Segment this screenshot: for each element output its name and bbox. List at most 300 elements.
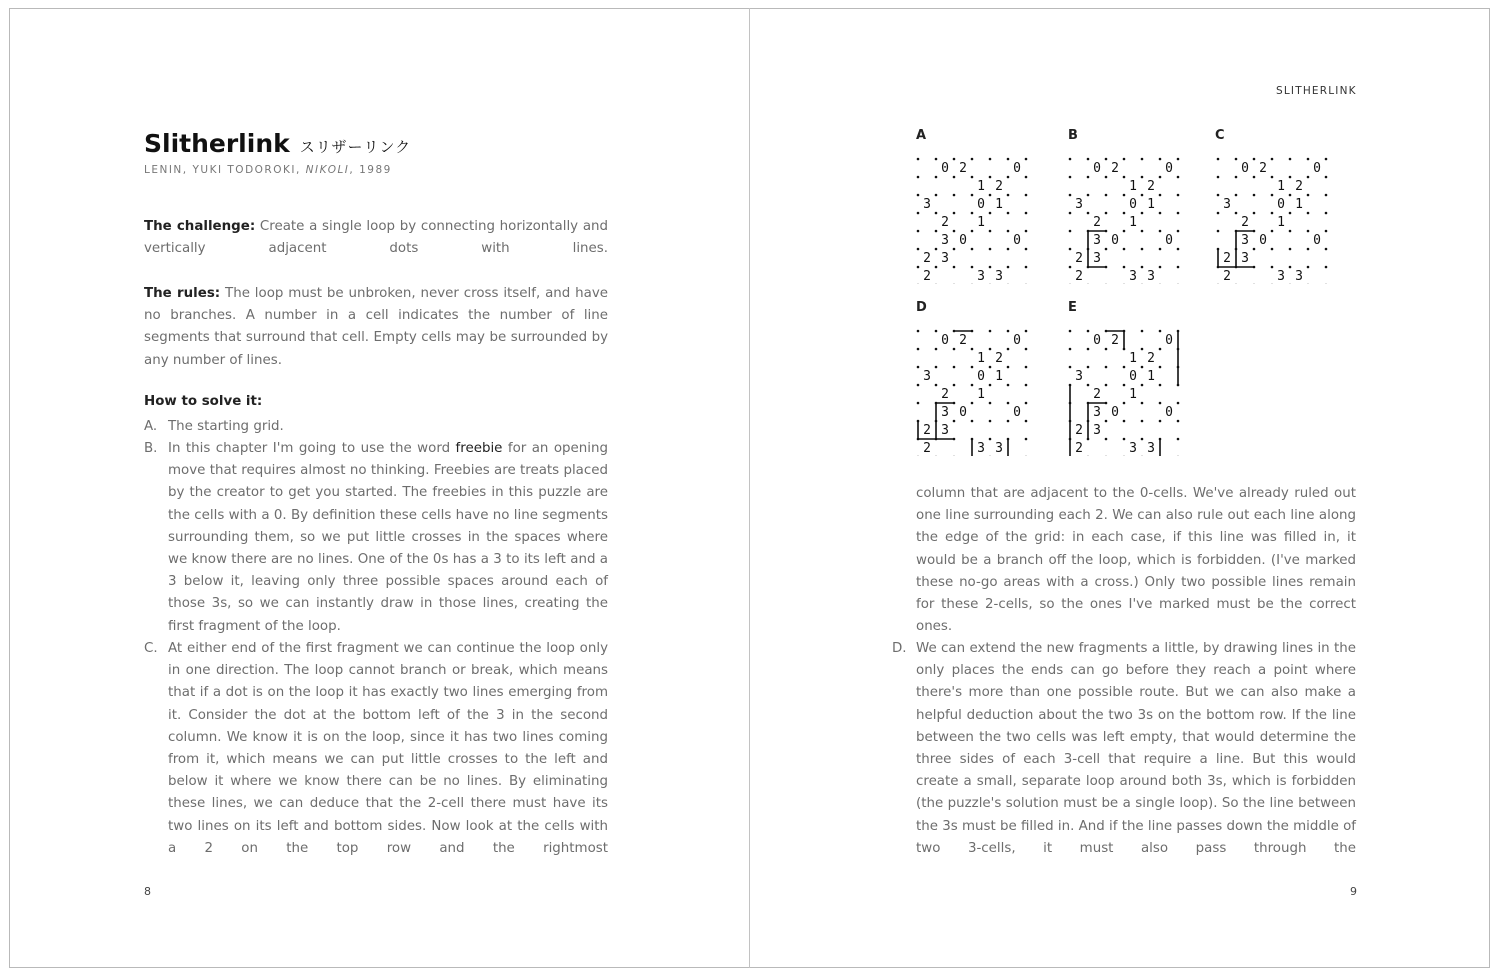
grid-dot <box>1105 158 1108 161</box>
grid-dot <box>917 176 920 179</box>
grid-clue: 0 <box>1013 333 1021 348</box>
step-text-before: In this chapter I'm going to use the word <box>168 441 456 456</box>
grid-dot <box>1123 176 1126 179</box>
grid-dot <box>1307 212 1310 215</box>
grid-dot <box>1217 230 1220 233</box>
grid-clue: 1 <box>977 351 985 366</box>
book-spine <box>749 8 750 968</box>
grid-dot <box>1123 402 1126 405</box>
grid-clue: 3 <box>1277 269 1285 284</box>
grid-clue: 3 <box>1147 269 1155 284</box>
grid-dot <box>1289 248 1292 251</box>
grid-clue: 3 <box>941 251 949 266</box>
grid-clue: 2 <box>1075 251 1083 266</box>
grid-clue: 0 <box>1093 161 1101 176</box>
grid-clue: 0 <box>941 161 949 176</box>
grid-dot <box>1069 230 1072 233</box>
challenge-label: The challenge: <box>144 219 256 234</box>
step-d <box>892 638 1356 860</box>
grid-dot <box>1007 212 1010 215</box>
grid-dot <box>1141 438 1144 441</box>
grid-dot <box>1159 366 1162 369</box>
grid-dot <box>1235 194 1238 197</box>
grid-dot <box>1123 248 1126 251</box>
step-c <box>144 638 608 860</box>
grid-dot <box>1007 158 1010 161</box>
grid-dot <box>1271 176 1274 179</box>
grid-dot <box>917 158 920 161</box>
attribution-year: , 1989 <box>349 164 392 176</box>
grid-dot <box>1025 248 1028 251</box>
grid-dot <box>953 230 956 233</box>
grid-dot <box>1159 384 1162 387</box>
grid-dot <box>1271 194 1274 197</box>
grid-dot <box>935 158 938 161</box>
grid-clue: 0 <box>1165 333 1173 348</box>
grid-dot <box>1069 212 1072 215</box>
rules-text: The loop must be unbroken, never cross itself, and have no branches. A number in a cell indicates the number of line segments that surround that cell. Empty cells may be surrounded by any number of lines. <box>144 286 608 368</box>
grid-dot <box>1289 266 1292 269</box>
grid-clue: 1 <box>1129 179 1137 194</box>
step-b <box>144 438 608 638</box>
grid-clue: 0 <box>941 333 949 348</box>
grid-clue: 0 <box>977 197 985 212</box>
step-text-after: for an opening move that requires almost no thinking. Freebies are treats placed by the creator to get you started. The freebies in this puzzle are the cells with a 0. By definition these cells have no line segments surrounding them, so we put little crosses in the spaces where we know there are no lines. One of the 0s has a 3 to its left and a 3 below it, leaving only three possible spaces around each of those 3s, so we can instantly draw in those lines, creating the first fragment of the loop. <box>168 441 608 634</box>
step-text: The starting grid. <box>168 419 284 434</box>
grid-dot <box>1271 230 1274 233</box>
grid-clue: 3 <box>1241 251 1249 266</box>
grid-dot <box>1253 158 1256 161</box>
grid-dot <box>1025 420 1028 423</box>
grid-dot <box>1025 366 1028 369</box>
grid-dot <box>953 194 956 197</box>
grid-dot <box>1007 402 1010 405</box>
grid-clue: 3 <box>977 269 985 284</box>
grid-dot <box>1289 176 1292 179</box>
grid-dot <box>1087 366 1090 369</box>
grid-dot <box>971 402 974 405</box>
grid-dot <box>971 194 974 197</box>
grid-clue: 0 <box>1165 405 1173 420</box>
attribution-authors: LENIN, YUKI TODOROKI, <box>144 164 306 176</box>
freebie-term: freebie <box>455 441 503 456</box>
grid-dot <box>1325 158 1328 161</box>
grid-clue: 3 <box>1075 369 1083 384</box>
grid-clue: 3 <box>995 441 1003 456</box>
grid-dot <box>917 348 920 351</box>
grid-clue: 3 <box>1129 269 1137 284</box>
grid-dot <box>935 194 938 197</box>
grid-clue: 0 <box>1111 233 1119 248</box>
grid-clue: 0 <box>959 233 967 248</box>
grid-dot <box>1325 248 1328 251</box>
grid-dot <box>1217 176 1220 179</box>
grid-dot <box>1217 158 1220 161</box>
grid-dot <box>1025 384 1028 387</box>
grid-clue: 1 <box>1277 179 1285 194</box>
grid-dot <box>1177 438 1180 441</box>
grid-dot <box>953 348 956 351</box>
grid-dot <box>989 230 992 233</box>
grid-clue: 3 <box>923 369 931 384</box>
grid-dot <box>1123 384 1126 387</box>
grid-dot <box>917 402 920 405</box>
grid-dot <box>1123 194 1126 197</box>
grid-dot <box>1007 348 1010 351</box>
step-letter: C. <box>144 641 158 656</box>
figure-label-d: D <box>916 300 927 315</box>
grid-dot <box>1007 420 1010 423</box>
figure-label-e: E <box>1068 300 1077 315</box>
grid-dot <box>1007 330 1010 333</box>
grid-clue: 2 <box>995 351 1003 366</box>
grid-dot <box>971 158 974 161</box>
grid-dot <box>1325 176 1328 179</box>
grid-dot <box>1159 176 1162 179</box>
grid-dot <box>1105 194 1108 197</box>
grid-clue: 3 <box>923 197 931 212</box>
grid-dot <box>1069 176 1072 179</box>
grid-dot <box>917 230 920 233</box>
grid-dot <box>1087 212 1090 215</box>
grid-clue: 3 <box>1093 423 1101 438</box>
grid-dot <box>1007 384 1010 387</box>
grid-dot <box>989 194 992 197</box>
grid-dot <box>935 366 938 369</box>
grid-clue: 2 <box>1223 251 1231 266</box>
grid-clue: 2 <box>1147 351 1155 366</box>
grid-clue: 3 <box>995 269 1003 284</box>
grid-dot <box>1123 212 1126 215</box>
grid-clue: 0 <box>1111 405 1119 420</box>
grid-dot <box>1069 348 1072 351</box>
grid-dot <box>1325 266 1328 269</box>
grid-clue: 3 <box>1075 197 1083 212</box>
grid-clue: 0 <box>1129 197 1137 212</box>
grid-clue: 1 <box>977 179 985 194</box>
grid-dot <box>1177 212 1180 215</box>
grid-dot <box>1159 266 1162 269</box>
grid-dot <box>1177 158 1180 161</box>
grid-dot <box>1025 230 1028 233</box>
grid-clue: 2 <box>1241 215 1249 230</box>
grid-dot <box>989 402 992 405</box>
grid-dot <box>953 248 956 251</box>
step-letter: D. <box>892 641 907 656</box>
grid-dot <box>917 212 920 215</box>
grid-clue: 1 <box>1129 351 1137 366</box>
step-a <box>144 416 608 438</box>
grid-dot <box>1235 212 1238 215</box>
grid-clue: 2 <box>959 333 967 348</box>
grid-dot <box>1289 158 1292 161</box>
grid-dot <box>1069 366 1072 369</box>
grid-dot <box>1235 158 1238 161</box>
rules-label: The rules: <box>144 286 221 301</box>
figure-label-a: A <box>916 128 927 143</box>
grid-dot <box>1253 212 1256 215</box>
step-letter: A. <box>144 419 158 434</box>
grid-clue: 1 <box>977 387 985 402</box>
grid-clue: 0 <box>1013 405 1021 420</box>
grid-dot <box>1123 158 1126 161</box>
grid-clue: 0 <box>1165 161 1173 176</box>
grid-dot <box>1123 230 1126 233</box>
grid-dot <box>1159 194 1162 197</box>
step-text <box>168 438 608 638</box>
grid-dot <box>971 248 974 251</box>
grid-dot <box>1271 266 1274 269</box>
grid-dot <box>1025 158 1028 161</box>
grid-dot <box>1087 176 1090 179</box>
grid-dot <box>1087 384 1090 387</box>
grid-dot <box>1159 212 1162 215</box>
grid-dot <box>1141 348 1144 351</box>
grid-dot <box>1025 212 1028 215</box>
grid-dot <box>1177 176 1180 179</box>
puzzle-grid-e <box>1064 322 1196 456</box>
grid-clue: 3 <box>1093 405 1101 420</box>
grid-dot <box>1069 266 1072 269</box>
grid-dot <box>1217 194 1220 197</box>
grid-clue: 0 <box>959 405 967 420</box>
grid-dot <box>1141 266 1144 269</box>
grid-clue: 3 <box>977 441 985 456</box>
grid-clue: 3 <box>941 405 949 420</box>
grid-clue: 0 <box>1277 197 1285 212</box>
grid-dot <box>989 366 992 369</box>
grid-dot <box>1123 420 1126 423</box>
grid-dot <box>1177 194 1180 197</box>
grid-clue: 2 <box>1111 161 1119 176</box>
grid-dot <box>1159 348 1162 351</box>
grid-clue: 1 <box>995 369 1003 384</box>
grid-clue: 0 <box>1241 161 1249 176</box>
grid-clue: 0 <box>1313 161 1321 176</box>
grid-dot <box>1105 176 1108 179</box>
puzzle-grid-d <box>912 322 1044 456</box>
how-to-heading: How to solve it: <box>144 394 263 409</box>
grid-clue: 3 <box>1295 269 1303 284</box>
grid-dot <box>1159 230 1162 233</box>
grid-dot <box>989 438 992 441</box>
grid-dot <box>1105 348 1108 351</box>
grid-dot <box>1289 212 1292 215</box>
grid-clue: 2 <box>1075 423 1083 438</box>
grid-clue: 1 <box>977 215 985 230</box>
challenge-text: Create a single loop by connecting horizontally and vertically adjacent dots with lines. <box>144 219 609 257</box>
grid-dot <box>917 330 920 333</box>
grid-dot <box>971 176 974 179</box>
grid-clue: 0 <box>1165 233 1173 248</box>
grid-dot <box>1087 158 1090 161</box>
grid-dot <box>1141 158 1144 161</box>
grid-dot <box>917 366 920 369</box>
grid-dot <box>917 384 920 387</box>
grid-dot <box>971 212 974 215</box>
grid-clue: 2 <box>923 269 931 284</box>
grid-dot <box>1159 248 1162 251</box>
grid-dot <box>1177 230 1180 233</box>
grid-clue: 2 <box>995 179 1003 194</box>
grid-dot <box>1105 212 1108 215</box>
grid-dot <box>971 420 974 423</box>
puzzle-grid-c <box>1212 150 1344 284</box>
grid-dot <box>1141 384 1144 387</box>
grid-dot <box>1007 266 1010 269</box>
grid-dot <box>1235 176 1238 179</box>
grid-dot <box>1105 438 1108 441</box>
grid-dot <box>1069 330 1072 333</box>
grid-dot <box>1159 420 1162 423</box>
grid-dot <box>1087 348 1090 351</box>
grid-clue: 0 <box>977 369 985 384</box>
grid-dot <box>1025 176 1028 179</box>
grid-clue: 2 <box>923 441 931 456</box>
grid-dot <box>1025 402 1028 405</box>
grid-dot <box>953 266 956 269</box>
grid-clue: 2 <box>1259 161 1267 176</box>
title-text: Slitherlink <box>144 129 290 158</box>
grid-dot <box>1123 366 1126 369</box>
grid-dot <box>989 384 992 387</box>
grid-clue: 1 <box>1147 197 1155 212</box>
grid-dot <box>971 266 974 269</box>
grid-dot <box>1007 194 1010 197</box>
step-text: At either end of the first fragment we can continue the loop only in one direction. The loop cannot branch or break, which means that if a dot is on the loop it has exactly two lines emerging from it. Consider the dot at the bottom left of the 3 in the second column. We know it is on the loop, since it has two lines coming from it, which means we can put little crosses to the left and below it where we know there can be no lines. By eliminating these lines, we can deduce that the 2-cell there must have its two lines on its left and bottom sides. Now look at the cells with a 2 on the top row and the rightmost <box>168 641 608 856</box>
grid-dot <box>953 384 956 387</box>
grid-clue: 3 <box>1147 441 1155 456</box>
grid-dot <box>953 158 956 161</box>
grid-dot <box>1105 420 1108 423</box>
grid-dot <box>989 266 992 269</box>
grid-dot <box>1025 438 1028 441</box>
grid-dot <box>953 176 956 179</box>
grid-dot <box>917 266 920 269</box>
grid-clue: 2 <box>923 251 931 266</box>
grid-dot <box>1105 366 1108 369</box>
grid-dot <box>1025 266 1028 269</box>
grid-dot <box>1325 230 1328 233</box>
step-letter: B. <box>144 441 158 456</box>
grid-dot <box>1177 402 1180 405</box>
grid-dot <box>1177 266 1180 269</box>
grid-dot <box>1141 230 1144 233</box>
grid-dot <box>1007 176 1010 179</box>
grid-dot <box>989 158 992 161</box>
grid-clue: 0 <box>1013 161 1021 176</box>
grid-dot <box>989 420 992 423</box>
grid-dot <box>989 330 992 333</box>
grid-dot <box>917 194 920 197</box>
grid-dot <box>989 348 992 351</box>
grid-clue: 3 <box>1093 251 1101 266</box>
grid-clue: 1 <box>1295 197 1303 212</box>
grid-clue: 1 <box>995 197 1003 212</box>
grid-clue: 2 <box>1075 269 1083 284</box>
grid-dot <box>953 420 956 423</box>
grid-dot <box>1025 194 1028 197</box>
grid-dot <box>1007 366 1010 369</box>
grid-dot <box>1069 194 1072 197</box>
grid-dot <box>1141 194 1144 197</box>
grid-dot <box>1271 158 1274 161</box>
page-number-left: 8 <box>144 885 151 898</box>
grid-dot <box>935 176 938 179</box>
grid-dot <box>971 384 974 387</box>
grid-dot <box>935 230 938 233</box>
grid-clue: 2 <box>941 215 949 230</box>
grid-dot <box>1159 402 1162 405</box>
grid-dot <box>1007 230 1010 233</box>
grid-dot <box>1271 212 1274 215</box>
grid-dot <box>1141 248 1144 251</box>
grid-dot <box>1177 248 1180 251</box>
grid-clue: 1 <box>1277 215 1285 230</box>
grid-dot <box>1105 248 1108 251</box>
grid-dot <box>935 384 938 387</box>
grid-dot <box>1253 176 1256 179</box>
grid-dot <box>1087 330 1090 333</box>
grid-dot <box>935 248 938 251</box>
grid-dot <box>1069 248 1072 251</box>
grid-dot <box>1069 158 1072 161</box>
grid-dot <box>1141 420 1144 423</box>
grid-clue: 3 <box>941 233 949 248</box>
continued-paragraph: column that are adjacent to the 0-cells. We've already ruled out one line surrounding each 2. We can also rule out each line along the edge of the grid: in each case, if this line was filled in, it would be a branch off the loop, which is forbidden. (I've marked these no-go areas with a cross.) Only two possible lines remain for these 2-cells, so the ones I've marked must be the correct ones. <box>916 486 1356 635</box>
grid-clue: 3 <box>1093 233 1101 248</box>
puzzle-grid-b <box>1064 150 1196 284</box>
grid-clue: 2 <box>1147 179 1155 194</box>
grid-dot <box>971 366 974 369</box>
grid-dot <box>1141 402 1144 405</box>
grid-clue: 0 <box>1313 233 1321 248</box>
grid-dot <box>1159 158 1162 161</box>
grid-dot <box>1025 330 1028 333</box>
grid-clue: 2 <box>1111 333 1119 348</box>
grid-dot <box>1141 176 1144 179</box>
grid-clue: 2 <box>959 161 967 176</box>
grid-dot <box>1159 330 1162 333</box>
grid-clue: 2 <box>923 423 931 438</box>
challenge-paragraph <box>144 216 608 260</box>
grid-clue: 2 <box>1075 441 1083 456</box>
grid-dot <box>1289 194 1292 197</box>
grid-dot <box>1307 194 1310 197</box>
grid-clue: 3 <box>941 423 949 438</box>
grid-dot <box>1307 266 1310 269</box>
grid-dot <box>1325 194 1328 197</box>
grid-clue: 0 <box>1013 233 1021 248</box>
grid-dot <box>989 176 992 179</box>
grid-clue: 0 <box>1259 233 1267 248</box>
puzzle-grid-a <box>912 150 1044 284</box>
grid-clue: 2 <box>1295 179 1303 194</box>
grid-dot <box>1307 248 1310 251</box>
grid-clue: 0 <box>1093 333 1101 348</box>
grid-clue: 2 <box>1093 387 1101 402</box>
grid-clue: 3 <box>1241 233 1249 248</box>
grid-clue: 1 <box>1129 215 1137 230</box>
grid-dot <box>1141 330 1144 333</box>
grid-dot <box>1025 348 1028 351</box>
grid-dot <box>1177 420 1180 423</box>
attribution <box>144 164 392 176</box>
grid-dot <box>1289 230 1292 233</box>
rules-paragraph <box>144 283 608 372</box>
grid-clue: 2 <box>1223 269 1231 284</box>
running-head: SLITHERLINK <box>1276 85 1357 97</box>
